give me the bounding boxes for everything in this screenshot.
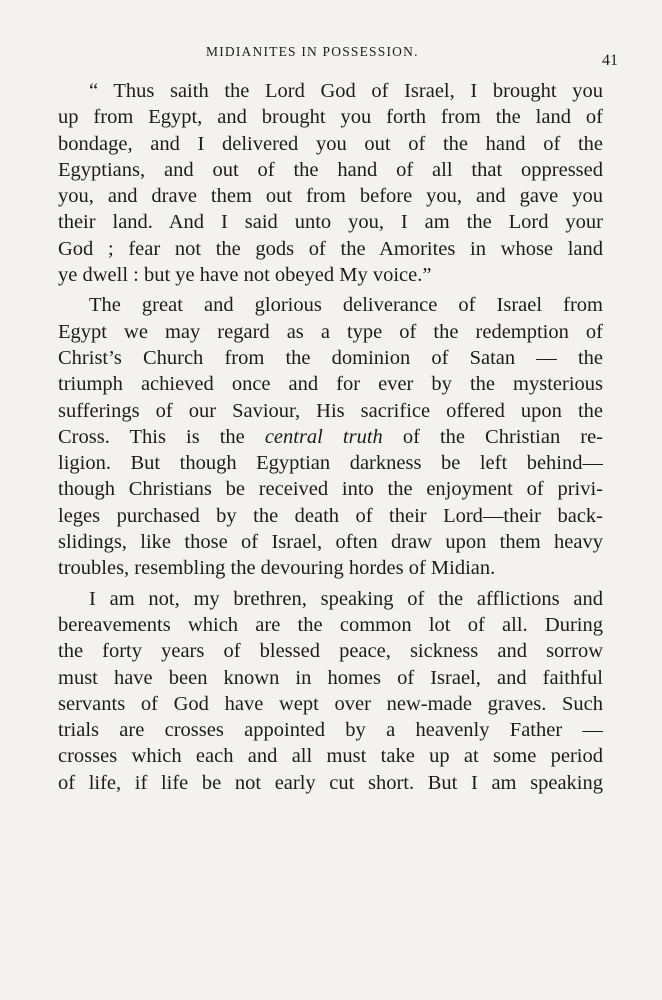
paragraph-deliverance — [58, 292, 603, 581]
paragraph-quotation — [58, 78, 603, 288]
running-title: MIDIANITES IN POSSESSION. — [206, 44, 419, 59]
text-line: slidings, like those of Israel, often draw upon them heavy — [58, 531, 603, 554]
text-line: bondage, and I delivered you out of the hand of the — [58, 132, 603, 155]
page-number: 41 — [602, 52, 618, 69]
text-line: “ Thus saith the Lord God of Israel, I brought you — [89, 80, 603, 102]
text-line: Egypt we may regard as a type of the redemption of — [58, 320, 603, 343]
text-line: of life, if life be not early cut short. But I am speaking — [58, 771, 603, 794]
text-line: Christ’s Church from the dominion of Satan — the — [58, 346, 603, 369]
text-line: must have been known in homes of Israel, and faithful — [58, 666, 603, 689]
text-line: triumph achieved once and for ever by the mysterious — [58, 373, 603, 396]
paragraph-afflictions — [58, 586, 603, 796]
text-line: troubles, resembling the devouring hordes of Midian. — [58, 557, 496, 580]
text-line: bereavements which are the common lot of all. During — [58, 613, 603, 636]
body-text — [58, 78, 603, 796]
text-line: trials are crosses appointed by a heavenly Father — — [58, 719, 603, 742]
text-line: their land. And I said unto you, I am the Lord your — [58, 211, 603, 234]
text-run: of the Christian re- — [402, 425, 603, 448]
text-line: Egyptians, and out of the hand of all that oppressed — [58, 158, 603, 181]
running-head — [58, 44, 642, 68]
text-line: you, and drave them out from before you, and gave you — [58, 185, 603, 208]
italic-emphasis: central truth — [264, 425, 383, 448]
text-line: up from Egypt, and brought you forth from the land of — [58, 106, 603, 129]
text-line: God ; fear not the gods of the Amorites in whose land — [58, 237, 603, 260]
text-line: leges purchased by the death of their Lord—their back- — [58, 504, 603, 527]
text-line: ligion. But though Egyptian darkness be left behind— — [58, 452, 603, 475]
text-line: The great and glorious deliverance of Israel from — [89, 294, 603, 317]
text-line: the forty years of blessed peace, sickness and sorrow — [58, 640, 603, 663]
text-line: crosses which each and all must take up at some period — [58, 745, 603, 768]
text-line: though Christians be received into the enjoyment of privi- — [58, 478, 603, 501]
text-line-mixed — [58, 424, 603, 450]
text-line: sufferings of our Saviour, His sacrifice offered upon the — [58, 399, 603, 422]
text-line: I am not, my brethren, speaking of the afflictions and — [89, 587, 603, 610]
text-run: Cross. This is the — [58, 425, 245, 448]
text-line: servants of God have wept over new-made graves. Such — [58, 692, 603, 715]
text-line: ye dwell : but ye have not obeyed My voice.” — [58, 264, 432, 287]
